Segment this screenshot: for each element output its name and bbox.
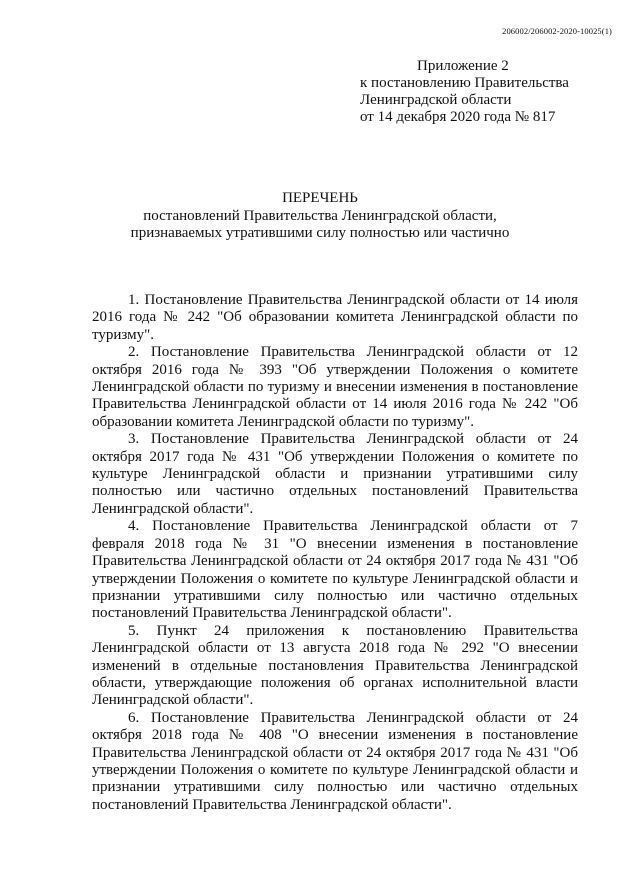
list-of-resolutions	[92, 292, 578, 814]
appendix-line-3: Ленинградской области	[360, 92, 512, 108]
item-number: 4.	[128, 518, 140, 535]
list-item	[92, 518, 578, 622]
document-title	[60, 190, 580, 243]
item-text: Постановление Правительства Ленинградской области от 24 октября 2017 года № 431 "Об утверждении Положения о комитете по культуре Ленинградской области и признании утратившими силу полностью или частично отдельных постановлений Правительства Ленинградской области".	[92, 431, 579, 517]
list-item	[92, 431, 578, 518]
item-number: 3.	[128, 431, 140, 448]
item-text: Постановление Правительства Ленинградской области от 12 октября 2016 года № 393 "Об утверждении Положения о комитете Ленинградской области по туризму и внесении изменения в постановление Правительства Ленинградской области от 14 июля 2016 года № 242 "Об образовании комитета Ленинградской области по туризму".	[92, 344, 579, 430]
list-item	[92, 623, 578, 710]
title-main: ПЕРЕЧЕНЬ	[282, 190, 358, 206]
title-subtitle-line-2: признаваемых утратившими силу полностью или частично	[130, 225, 510, 241]
list-item	[92, 710, 578, 814]
item-text: Пункт 24 приложения к постановлению Правительства Ленинградской области от 13 августа 2018 года № 292 "О внесении изменений в отдельные постановления Правительства Ленинградской области, утверждающие положения об органах исполнительной власти Ленинградской области".	[92, 622, 578, 709]
item-text: Постановление Правительства Ленинградской области от 24 октября 2018 года № 408 "О внесении изменения в постановление Правительства Ленинградской области от 24 октября 2017 года № 431 "Об утверждении Положения о комитете по культуре Ленинградской области и признании утратившими силу полностью или частично отдельных постановлений Правительства Ленинградской области".	[92, 709, 579, 813]
item-number: 5.	[128, 622, 140, 639]
item-text: Постановление Правительства Ленинградской области от 14 июля 2016 года № 242 "Об образовании комитета Ленинградской области по туризму".	[92, 292, 578, 343]
appendix-header	[360, 58, 610, 126]
item-number: 2.	[128, 344, 140, 361]
item-number: 6.	[128, 709, 140, 726]
appendix-line-4: от 14 декабря 2020 года № 817	[360, 109, 556, 125]
appendix-line-1: Приложение 2	[417, 58, 509, 74]
list-item	[92, 292, 578, 344]
list-item	[92, 344, 578, 431]
document-code: 206002/206002-2020-10025(1)	[502, 26, 612, 36]
appendix-line-2: к постановлению Правительства	[360, 75, 569, 91]
title-subtitle-line-1: постановлений Правительства Ленинградской области,	[143, 207, 497, 224]
item-number: 1.	[128, 292, 140, 308]
item-text: Постановление Правительства Ленинградской области от 7 февраля 2018 года № 31 "О внесении изменения в постановление Правительства Ленинградской области от 24 октября 2017 года № 431 "Об утверждении Положения о комитете по культуре Ленинградской области и признании утратившими силу полностью или частично отдельных постановлений Правительства Ленинградской области".	[92, 518, 579, 622]
